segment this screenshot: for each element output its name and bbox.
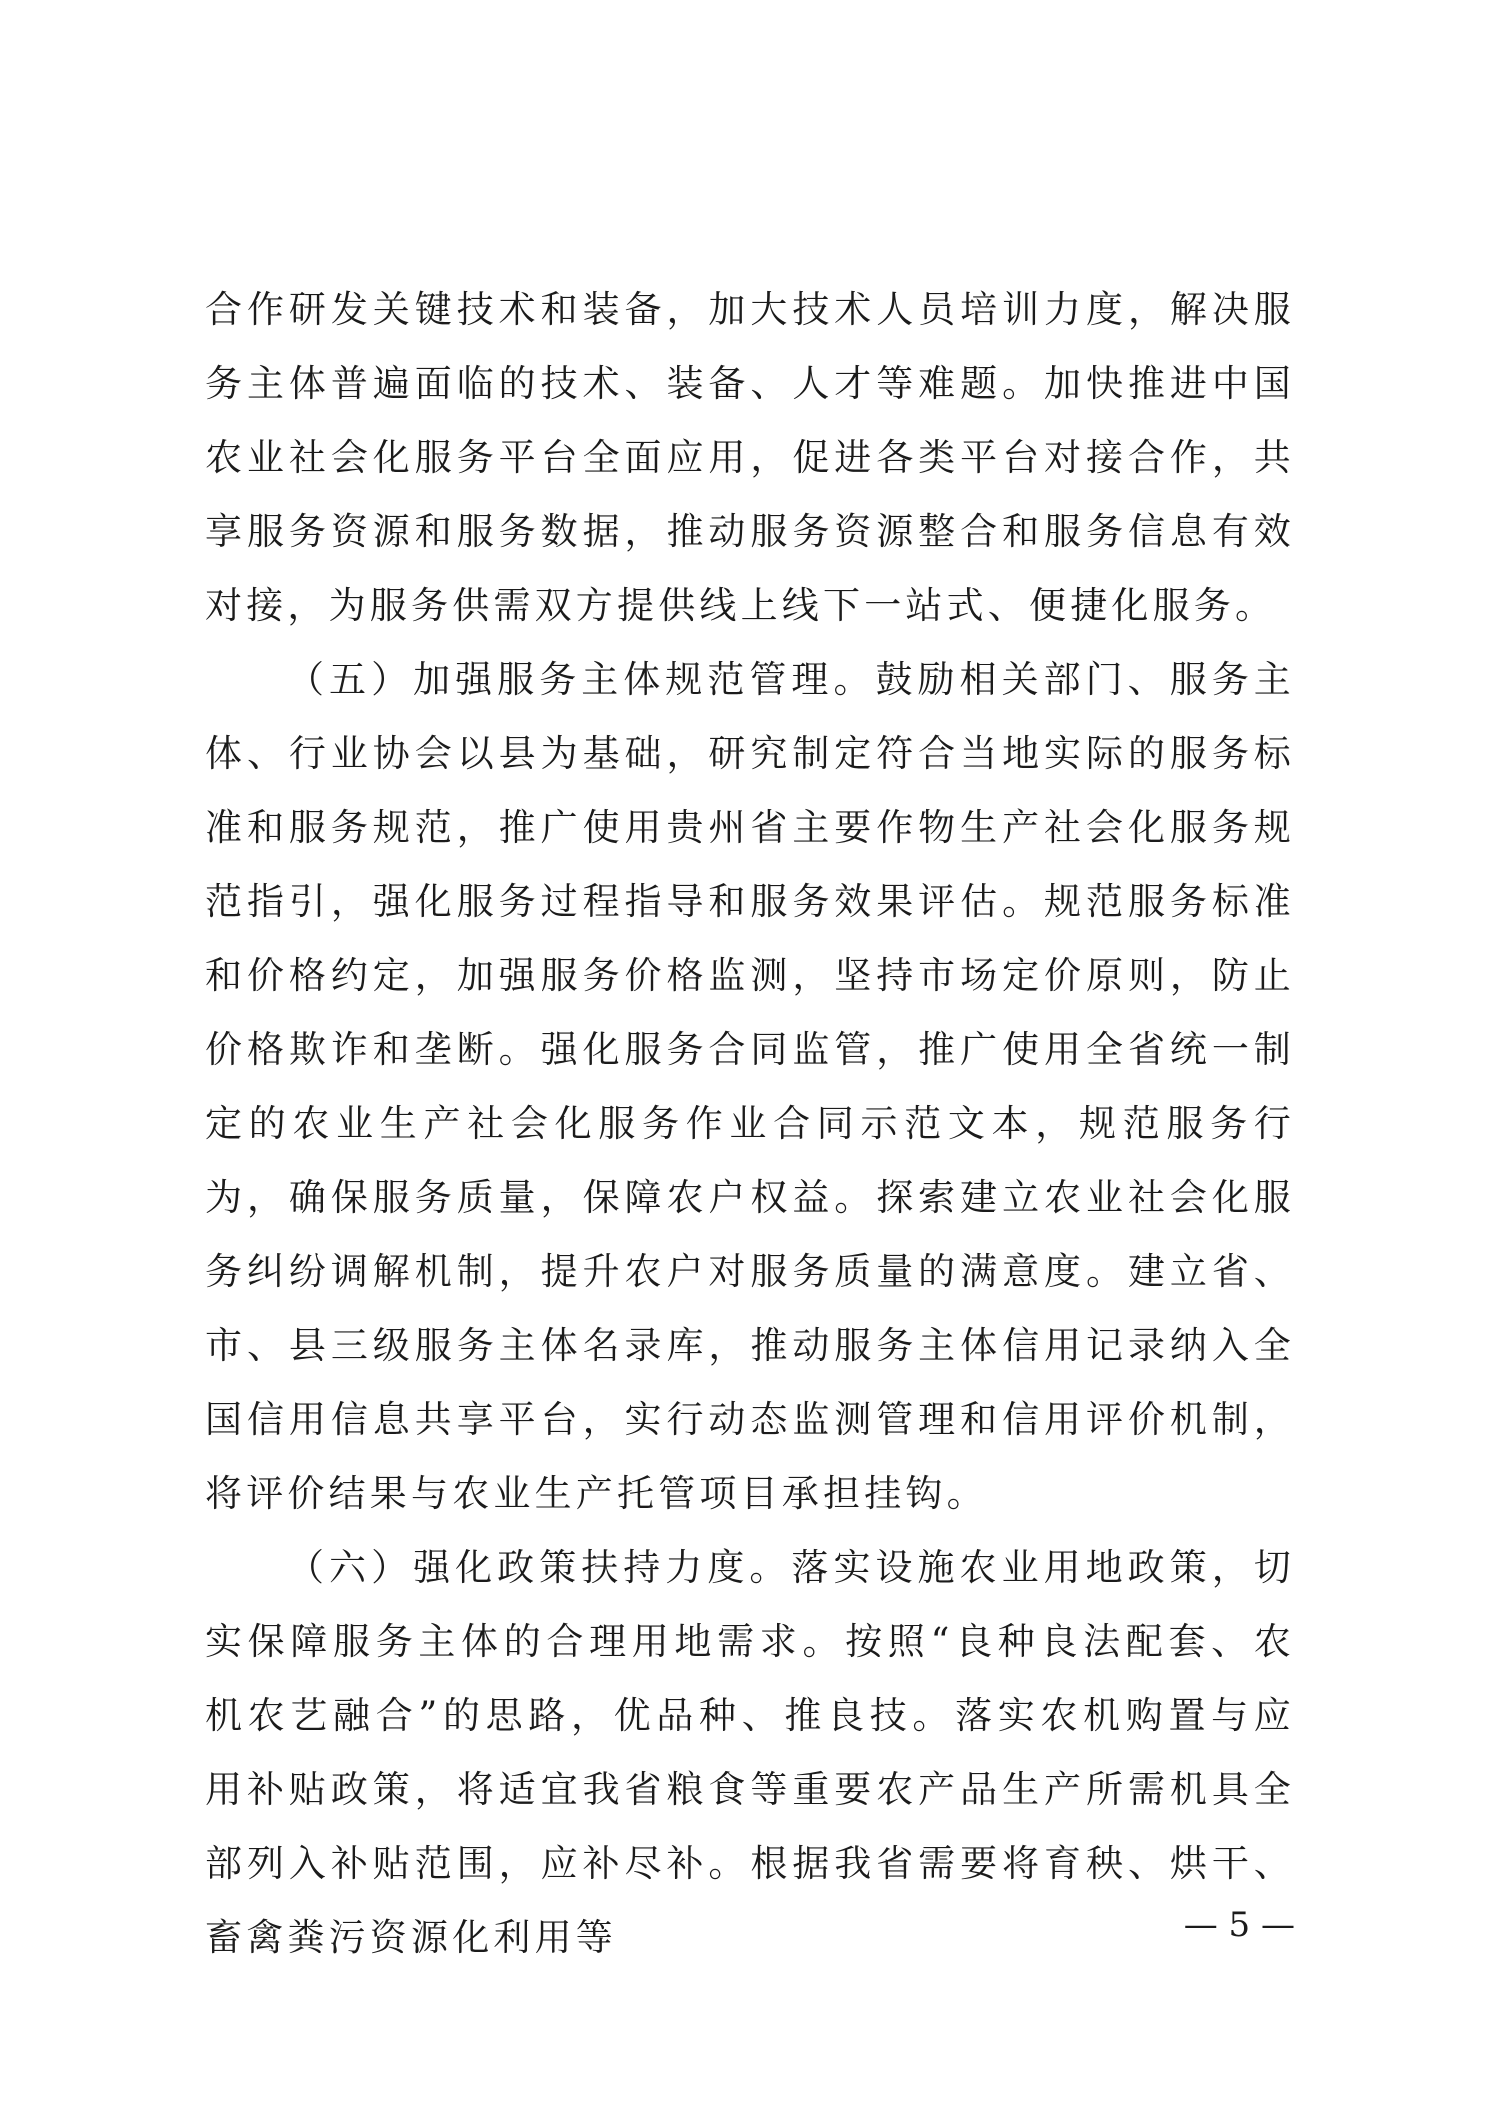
page-number: — 5 — — [1183, 1905, 1295, 1945]
paragraph-section-six: （六）强化政策扶持力度。落实设施农业用地政策，切实保障服务主体的合理用地需求。按照“良种良法配套、农机农艺融合”的思路，优品种、推良技。落实农机购置与应用补贴政策，将适宜我省粮食等重要农产品生产所需机具全部列入补贴范围，应补尽补。根据我省需要将育秧、烘干、畜禽粪污资源化利用等 — [205, 1546, 1295, 1959]
paragraph-section-five: （五）加强服务主体规范管理。鼓励相关部门、服务主体、行业协会以县为基础，研究制定符合当地实际的服务标准和服务规范，推广使用贵州省主要作物生产社会化服务规范指引，强化服务过程指导和服务效果评估。规范服务标准和价格约定，加强服务价格监测，坚持市场定价原则，防止价格欺诈和垄断。强化服务合同监管，推广使用全省统一制定的农业生产社会化服务作业合同示范文本，规范服务行为，确保服务质量，保障农户权益。探索建立农业社会化服务纠纷调解机制，提升农户对服务质量的满意度。建立省、市、县三级服务主体名录库，推动服务主体信用记录纳入全国信用信息共享平台，实行动态监测管理和信用评价机制，将评价结果与农业生产托管项目承担挂钩。 — [205, 658, 1295, 1515]
body-text — [205, 273, 1295, 1975]
paragraph-continuation: 合作研发关键技术和装备，加大技术人员培训力度，解决服务主体普遍面临的技术、装备、人才等难题。加快推进中国农业社会化服务平台全面应用，促进各类平台对接合作，共享服务资源和服务数据，推动服务资源整合和服务信息有效对接，为服务供需双方提供线上线下一站式、便捷化服务。 — [205, 288, 1295, 627]
